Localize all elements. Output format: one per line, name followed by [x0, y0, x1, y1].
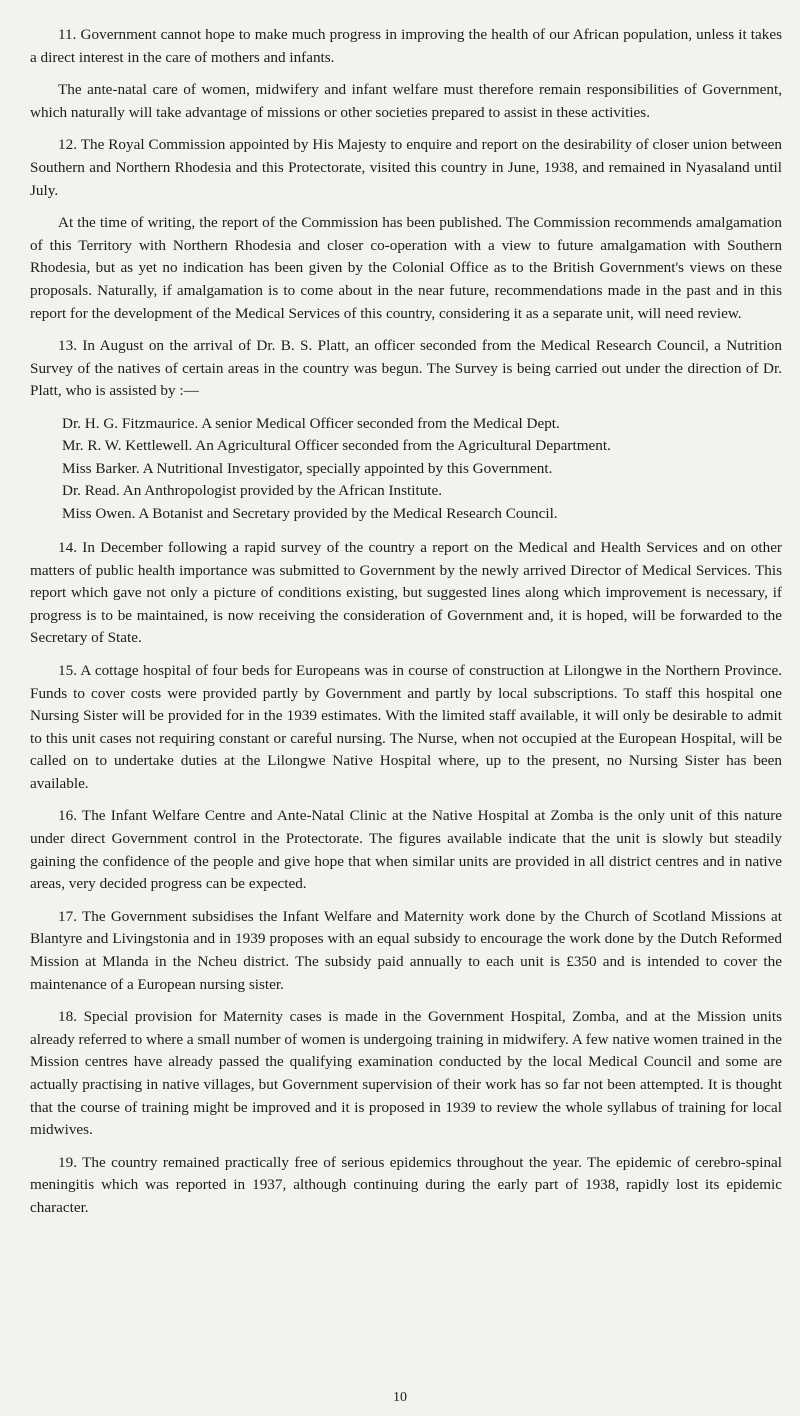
staff-fitzmaurice: Dr. H. G. Fitzmaurice. A senior Medical Officer seconded from the Medical Dept.: [62, 414, 560, 432]
staff-read: Dr. Read. An Anthropologist provided by the African Institute.: [62, 482, 443, 500]
para-16: 16. The Infant Welfare Centre and Ante-Natal Clinic at the Native Hospital at Zomba is the only unit of this nature under direct Government control in the Protectorate. The figures available indicate that the unit is slowly but steadily gaining the confidence of the people and give hope that when similar units are provided in all district centres and in native areas, very decided progress can be expected.: [30, 807, 782, 893]
para-11a: 11. Government cannot hope to make much progress in improving the health of our African population, unless it takes a direct interest in the care of mothers and infants.: [30, 26, 782, 66]
para-18: 18. Special provision for Maternity cases is made in the Government Hospital, Zomba, and at the Mission units already referred to where a small number of women is undergoing training in midwifery. A few native women trained in the Mission centres have already passed the qualifying examination conducted by the local Medical Council and some are actually practising in native villages, but Government supervision of their work has so far not been attempted. It is thought that the course of training might be improved and it is proposed in 1939 to review the whole syllabus of training for local midwives.: [30, 1008, 782, 1139]
report-text: [30, 24, 782, 1230]
para-13: 13. In August on the arrival of Dr. B. S. Platt, an officer seconded from the Medical Research Council, a Nutrition Survey of the natives of certain areas in the country was begun. The Survey is being carried out under the direction of Dr. Platt, who is assisted by :—: [30, 337, 782, 400]
para-15: 15. A cottage hospital of four beds for Europeans was in course of construction at Lilongwe in the Northern Province. Funds to cover costs were provided partly by Government and partly by local subscriptions. To staff this hospital one Nursing Sister will be provided for in the 1939 estimates. With the limited staff available, it will only be desirable to admit to this unit cases not requiring constant or careful nursing. The Nurse, when not occupied at the European Hospital, will be called on to undertake duties at the Lilongwe Native Hospital where, up to the present, no Nursing Sister has been available.: [30, 661, 782, 792]
para-19: 19. The country remained practically free of serious epidemics throughout the year. The epidemic of cerebro-spinal meningitis which was reported in 1937, although continuing during the early part of 1938, rapidly lost its epidemic character.: [30, 1153, 782, 1216]
survey-staff-list: [62, 413, 782, 525]
staff-barker: Miss Barker. A Nutritional Investigator, specially appointed by this Government.: [62, 459, 553, 477]
para-12a: 12. The Royal Commission appointed by His Majesty to enquire and report on the desirability of closer union between Southern and Northern Rhodesia and this Protectorate, visited this country in June, 1938, and remained in Nyasaland until July.: [30, 136, 782, 199]
staff-kettlewell: Mr. R. W. Kettlewell. An Agricultural Officer seconded from the Agricultural Department.: [62, 437, 611, 455]
para-17: 17. The Government subsidises the Infant Welfare and Maternity work done by the Church of Scotland Missions at Blantyre and Livingstonia and in 1939 proposes with an equal subsidy to encourage the work done by the Dutch Reformed Mission at Mlanda in the Ncheu district. The subsidy paid annually to each unit is £350 and is intended to cover the maintenance of a European nursing sister.: [30, 907, 782, 993]
page-number: 10: [393, 1390, 407, 1405]
para-14: 14. In December following a rapid survey of the country a report on the Medical and Health Services and on other matters of public health importance was submitted to Government by the newly arrived Director of Medical Services. This report which gave not only a picture of conditions existing, but suggested lines along which improvement is necessary, if progress is to be maintained, is now receiving the consideration of Government and, it is hoped, will be forwarded to the Secretary of State.: [30, 538, 782, 647]
para-12b: At the time of writing, the report of the Commission has been published. The Commission recommends amalgamation of this Territory with Northern Rhodesia and closer co-operation with a view to future amalgamation with Southern Rhodesia, but as yet no indication has been given by the Colonial Office as to the British Government's views on these proposals. Naturally, if amalgamation is to come about in the near future, recommendations made in the past and in this report for the development of the Medical Services of this country, considering it as a separate unit, will need review.: [30, 214, 782, 322]
staff-owen: Miss Owen. A Botanist and Secretary provided by the Medical Research Council.: [62, 504, 558, 522]
para-11b: The ante-natal care of women, midwifery and infant welfare must therefore remain responsibilities of Government, which naturally will take advantage of missions or other societies prepared to assist in these activities.: [30, 81, 782, 121]
